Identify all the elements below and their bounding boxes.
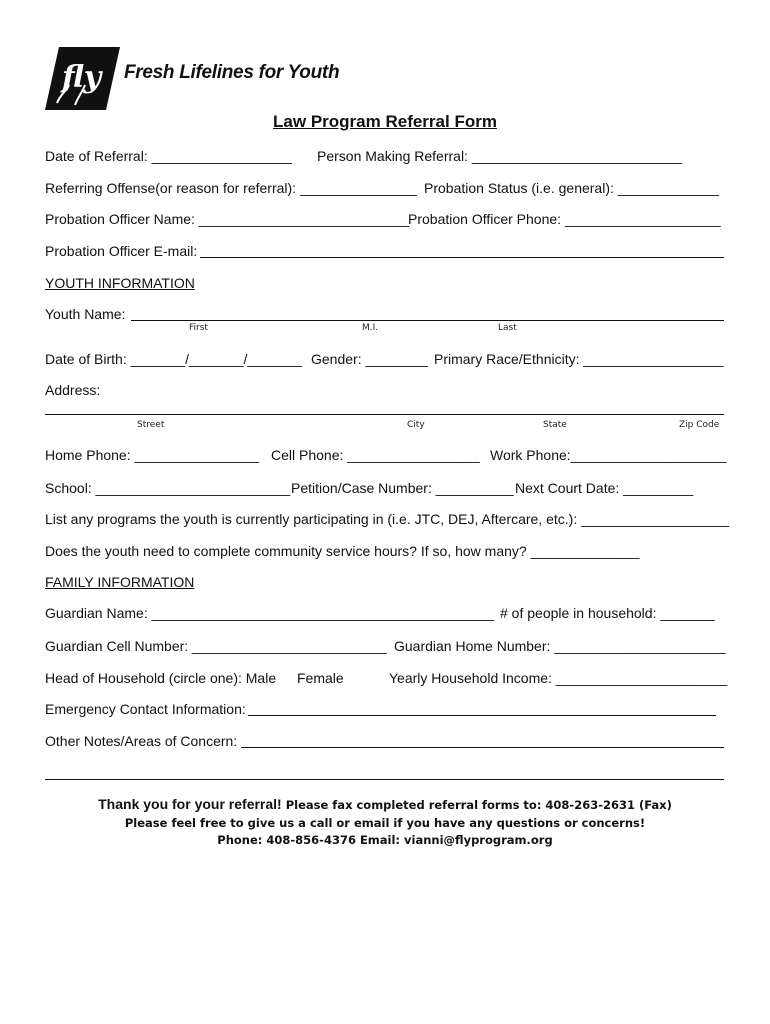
- current-programs-field[interactable]: List any programs the youth is currently participating in (i.e. JTC, DEJ, Aftercare, etc.): ___________________: [45, 511, 730, 527]
- gender-field[interactable]: Gender: ________: [311, 351, 428, 367]
- address-state-caption: State: [543, 420, 567, 430]
- probation-officer-email-line[interactable]: [200, 257, 724, 258]
- cell-phone-field[interactable]: Cell Phone: _________________: [271, 447, 480, 463]
- date-of-referral-field[interactable]: Date of Referral: __________________: [45, 148, 292, 164]
- footer-phone-email: Phone: 408-856-4376 Email: vianni@flyprogram.org: [217, 833, 553, 847]
- other-notes-line-2[interactable]: [45, 779, 724, 780]
- brand-name: Fresh Lifelines for Youth: [124, 62, 340, 83]
- probation-officer-phone-field[interactable]: Probation Officer Phone: ____________________: [408, 211, 721, 227]
- logo: [45, 47, 120, 110]
- referring-offense-field[interactable]: Referring Offense(or reason for referral): _______________: [45, 180, 417, 196]
- probation-officer-name-field[interactable]: Probation Officer Name: ___________________________: [45, 211, 410, 227]
- head-of-household-male-option[interactable]: Head of Household (circle one): Male: [45, 670, 277, 686]
- head-of-household-female-option[interactable]: Female: [297, 670, 344, 686]
- address-street-caption: Street: [137, 420, 165, 430]
- person-making-referral-field[interactable]: Person Making Referral: ___________________________: [317, 148, 683, 164]
- address-city-caption: City: [407, 420, 425, 430]
- family-section-title: FAMILY INFORMATION: [45, 574, 195, 590]
- footer-fax: Please fax completed referral forms to: 408-263-2631 (Fax): [281, 798, 672, 812]
- youth-section-title: YOUTH INFORMATION: [45, 275, 195, 291]
- footer-contact-note: Please feel free to give us a call or email if you have any questions or concerns!: [124, 816, 646, 830]
- youth-name-mi-caption: M.I.: [362, 323, 379, 333]
- date-of-birth-field[interactable]: Date of Birth: _______/_______/_______: [45, 351, 302, 367]
- next-court-date-field[interactable]: Next Court Date: _________: [515, 480, 694, 496]
- home-phone-field[interactable]: Home Phone: ________________: [45, 447, 260, 463]
- probation-status-field[interactable]: Probation Status (i.e. general): _____________: [424, 180, 719, 196]
- footer-thanks-line: [0, 796, 770, 812]
- other-notes-line[interactable]: [241, 747, 724, 748]
- youth-name-label: Youth Name:: [45, 306, 126, 322]
- yearly-income-field[interactable]: Yearly Household Income: ______________________: [389, 670, 728, 686]
- fly-logo-icon: [45, 47, 120, 110]
- address-line[interactable]: [45, 414, 724, 415]
- guardian-cell-field[interactable]: Guardian Cell Number: _________________________: [45, 638, 387, 654]
- youth-name-line[interactable]: [131, 320, 724, 321]
- emergency-contact-line[interactable]: [248, 715, 716, 716]
- page-title: Law Program Referral Form: [273, 112, 497, 131]
- work-phone-field[interactable]: Work Phone:____________________: [490, 447, 727, 463]
- probation-officer-email-label: Probation Officer E-mail:: [45, 243, 198, 259]
- youth-name-last-caption: Last: [498, 323, 517, 333]
- youth-name-first-caption: First: [189, 323, 208, 333]
- footer-thanks: Thank you for your referral!: [98, 796, 282, 812]
- household-count-field[interactable]: # of people in household: _______: [500, 605, 715, 621]
- guardian-name-field[interactable]: Guardian Name: ____________________________________________: [45, 605, 495, 621]
- other-notes-label: Other Notes/Areas of Concern:: [45, 733, 238, 749]
- guardian-home-field[interactable]: Guardian Home Number: ______________________: [394, 638, 726, 654]
- emergency-contact-label: Emergency Contact Information:: [45, 701, 246, 717]
- petition-case-number-field[interactable]: Petition/Case Number: __________: [291, 480, 514, 496]
- address-label: Address:: [45, 382, 101, 398]
- address-zip-caption: Zip Code: [679, 420, 720, 430]
- school-field[interactable]: School: _________________________: [45, 480, 291, 496]
- race-ethnicity-field[interactable]: Primary Race/Ethnicity: __________________: [434, 351, 724, 367]
- logo-text: fly: [62, 60, 102, 95]
- community-service-field[interactable]: Does the youth need to complete community service hours? If so, how many? ______________: [45, 543, 640, 559]
